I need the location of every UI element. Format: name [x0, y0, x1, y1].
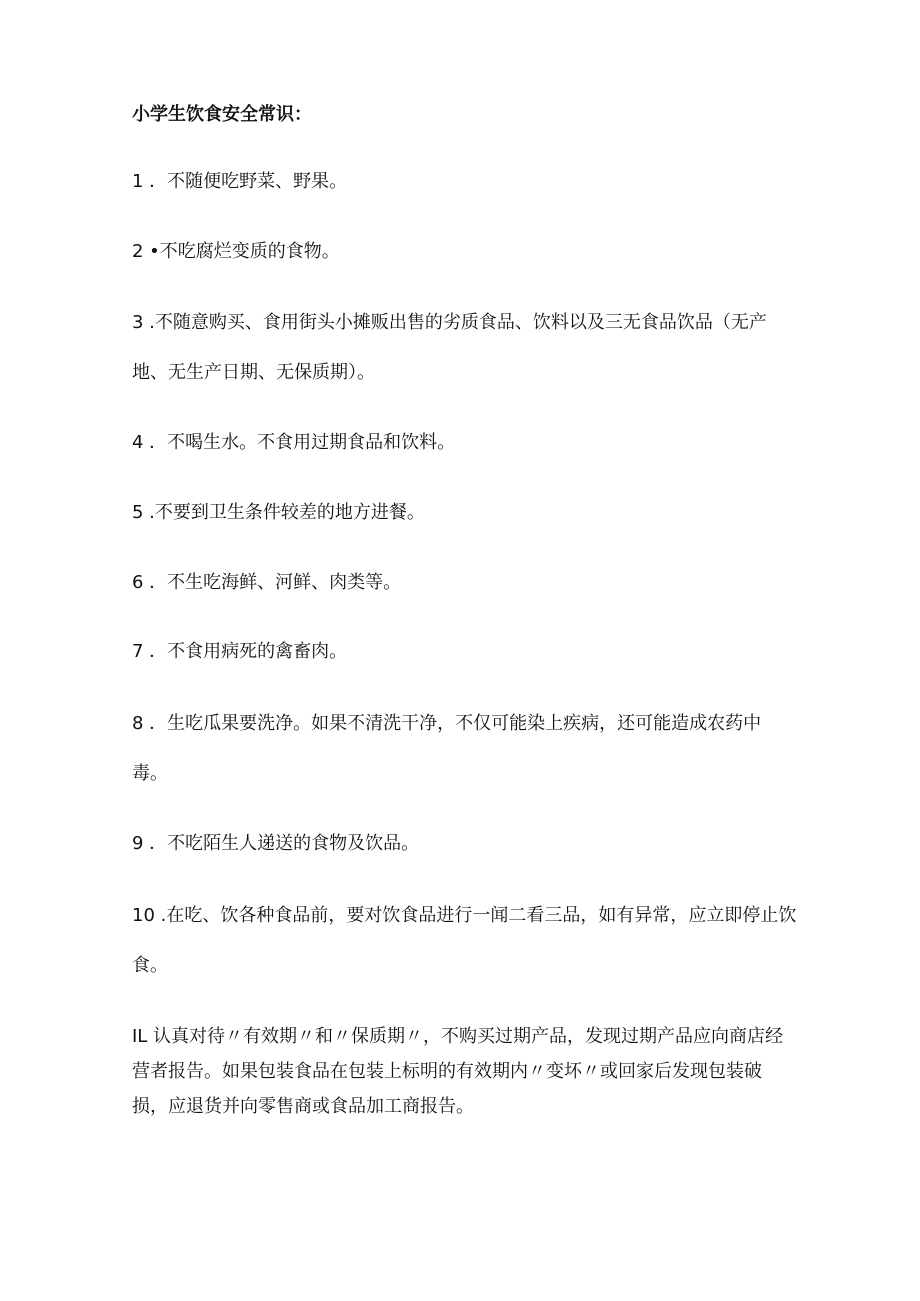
rule-item-6: 6 ．不生吃海鲜、河鲜、肉类等。 [132, 572, 402, 593]
rule-item-2: 2 •不吃腐烂变质的食物。 [132, 241, 340, 262]
rule-item-9: 9 ．不吃陌生人递送的食物及饮品。 [132, 833, 420, 854]
rule-item-1: 1 ．不随便吃野菜、野果。 [132, 171, 348, 192]
rule-item-7: 7 ．不食用病死的禽畜肉。 [132, 641, 348, 662]
rule-item-4: 4 ．不喝生水。不食用过期食品和饮料。 [132, 432, 456, 453]
rule-item-5: 5 .不要到卫生条件较差的地方进餐。 [132, 502, 425, 523]
rule-item-11: IL 认真对待〃有效期〃和〃保质期〃，不购买过期产品，发现过期产品应向商店经营者报告。如果包装食品在包装上标明的有效期内〃变坏〃或回家后发现包装破损，应退货并向零售商或食品加工商报告。 [132, 1026, 784, 1117]
document-title: 小学生饮食安全常识： [132, 104, 312, 125]
rule-item-10: 10 .在吃、饮各种食品前，要对饮食品进行一闻二看三品，如有异常，应立即停止饮食。 [132, 905, 797, 976]
rule-item-3: 3 .不随意购买、食用街头小摊贩出售的劣质食品、饮料以及三无食品饮品（无产地、无生产日期、无保质期）。 [132, 312, 767, 383]
rule-item-8: 8 ．生吃瓜果要洗净。如果不清洗干净，不仅可能染上疾病，还可能造成农药中毒。 [132, 713, 762, 784]
